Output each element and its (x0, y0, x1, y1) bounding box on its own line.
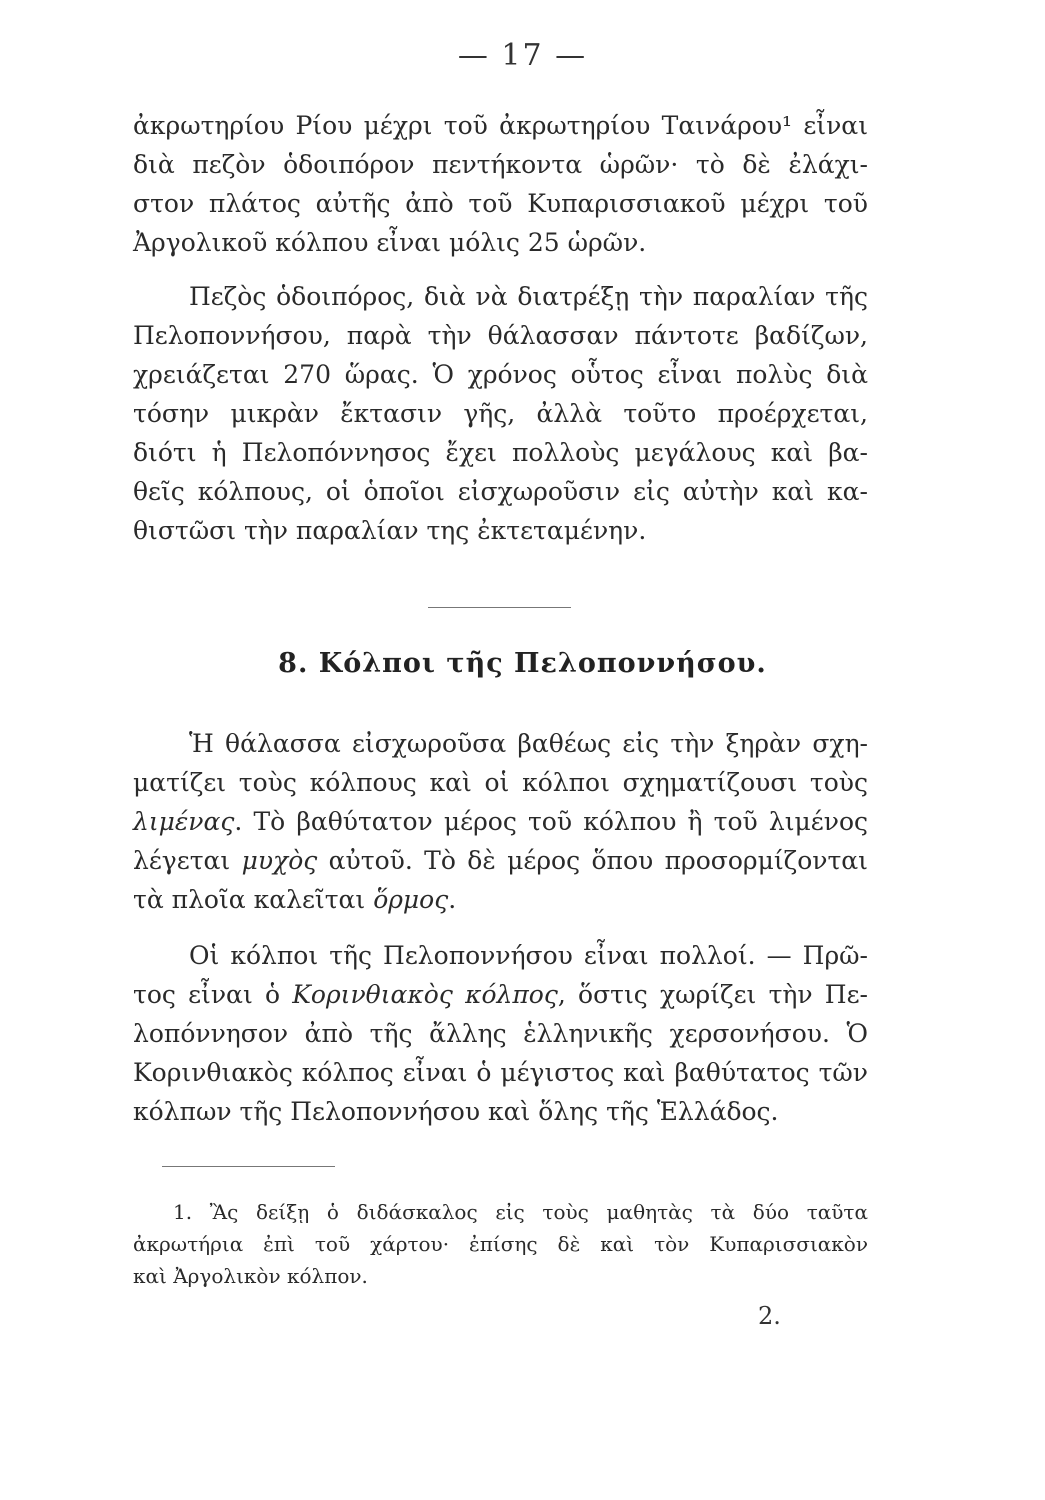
paragraph-4 (133, 936, 868, 1131)
paragraph-2 (133, 277, 868, 550)
signature-mark: 2. (758, 1302, 781, 1330)
text-line: Ἀργολικοῦ κόλπου εἶναι μόλις 25 ὡρῶν. (133, 228, 647, 257)
text-line: θιστῶσι τὴν παραλίαν της ἐκτεταμένην. (133, 516, 647, 545)
page-number: — 17 — (457, 38, 588, 73)
text-line (133, 975, 868, 1014)
footnote-line: καὶ Ἀργολικὸν κόλπον. (133, 1264, 368, 1288)
text-line: Ἡ θάλασσα εἰσχωροῦσα βαθέως εἰς τὴν ξηρὰν σχη- (189, 729, 868, 758)
text-span: , ὅστις χωρίζει τὴν Πε- (557, 980, 868, 1009)
text-line: ματίζει τοὺς κόλπους καὶ οἱ κόλποι σχηματίζουσι τοὺς (133, 768, 868, 797)
text-line (133, 802, 868, 841)
text-line: χρειάζεται 270 ὥρας. Ὁ χρόνος οὗτος εἶναι πολὺς διὰ (133, 360, 868, 389)
text-span: . Τὸ βαθύτατον μέρος τοῦ κόλπου ἢ τοῦ λιμένος (234, 807, 868, 836)
text-line: τόσην μικρὰν ἔκτασιν γῆς, ἀλλὰ τοῦτο προέρχεται, (133, 399, 868, 428)
text-line (133, 880, 868, 919)
text-line (133, 841, 868, 880)
text-span: . (448, 885, 457, 914)
text-line: ἀκρωτηρίου Ρίου μέχρι τοῦ ἀκρωτηρίου Ταινάρου¹ εἶναι (133, 111, 868, 140)
footnote-line: 1. Ἂς δείξῃ ὁ διδάσκαλος εἰς τοὺς μαθητὰς τὰ δύο ταῦτα (173, 1200, 868, 1224)
term-mychos: μυχὸς (241, 846, 318, 875)
text-span: τος εἶναι ὁ (133, 980, 293, 1009)
text-span: αὐτοῦ. Τὸ δὲ μέρος ὅπου προσορμίζονται (317, 846, 868, 875)
text-line: Κορινθιακὸς κόλπος εἶναι ὁ μέγιστος καὶ βαθύτατος τῶν (133, 1058, 868, 1087)
text-line: θεῖς κόλπους, οἱ ὁποῖοι εἰσχωροῦσιν εἰς αὐτὴν καὶ κα- (133, 477, 868, 506)
text-span: τὰ πλοῖα καλεῖται (133, 885, 374, 914)
text-line: Πεζὸς ὁδοιπόρος, διὰ νὰ διατρέξῃ τὴν παραλίαν τῆς (189, 282, 868, 311)
text-span: λέγεται (133, 846, 242, 875)
text-line: Οἱ κόλποι τῆς Πελοποννήσου εἶναι πολλοί. — Πρῶ- (189, 941, 868, 970)
footnote-line: ἀκρωτήρια ἐπὶ τοῦ χάρτου· ἐπίσης δὲ καὶ τὸν Κυπαρισσιακὸν (133, 1232, 868, 1256)
term-ormos: ὅρμος (373, 885, 449, 914)
term-limenas: λιμένας (133, 807, 235, 836)
text-line: στον πλάτος αὐτῆς ἀπὸ τοῦ Κυπαρισσιακοῦ μέχρι τοῦ (133, 189, 868, 218)
paragraph-3 (133, 724, 868, 919)
paragraph-1 (133, 106, 868, 262)
text-line: διότι ἡ Πελοπόννησος ἔχει πολλοὺς μεγάλους καὶ βα- (133, 438, 868, 467)
section-heading: 8. Κόλποι τῆς Πελοποννήσου. (278, 648, 767, 679)
footnote (133, 1196, 868, 1292)
section-divider (428, 607, 571, 608)
text-line: λοπόννησον ἀπὸ τῆς ἄλλης ἑλληνικῆς χερσονήσου. Ὁ (133, 1019, 868, 1048)
text-line: κόλπων τῆς Πελοποννήσου καὶ ὅλης τῆς Ἑλλάδος. (133, 1097, 779, 1126)
term-korinthiakos-kolpos: Κορινθιακὸς κόλπος (292, 980, 558, 1009)
footnote-divider (162, 1166, 335, 1167)
text-line: Πελοποννήσου, παρὰ τὴν θάλασσαν πάντοτε βαδίζων, (133, 321, 868, 350)
text-line: διὰ πεζὸν ὁδοιπόρον πεντήκοντα ὡρῶν· τὸ δὲ ἐλάχι- (133, 150, 868, 179)
